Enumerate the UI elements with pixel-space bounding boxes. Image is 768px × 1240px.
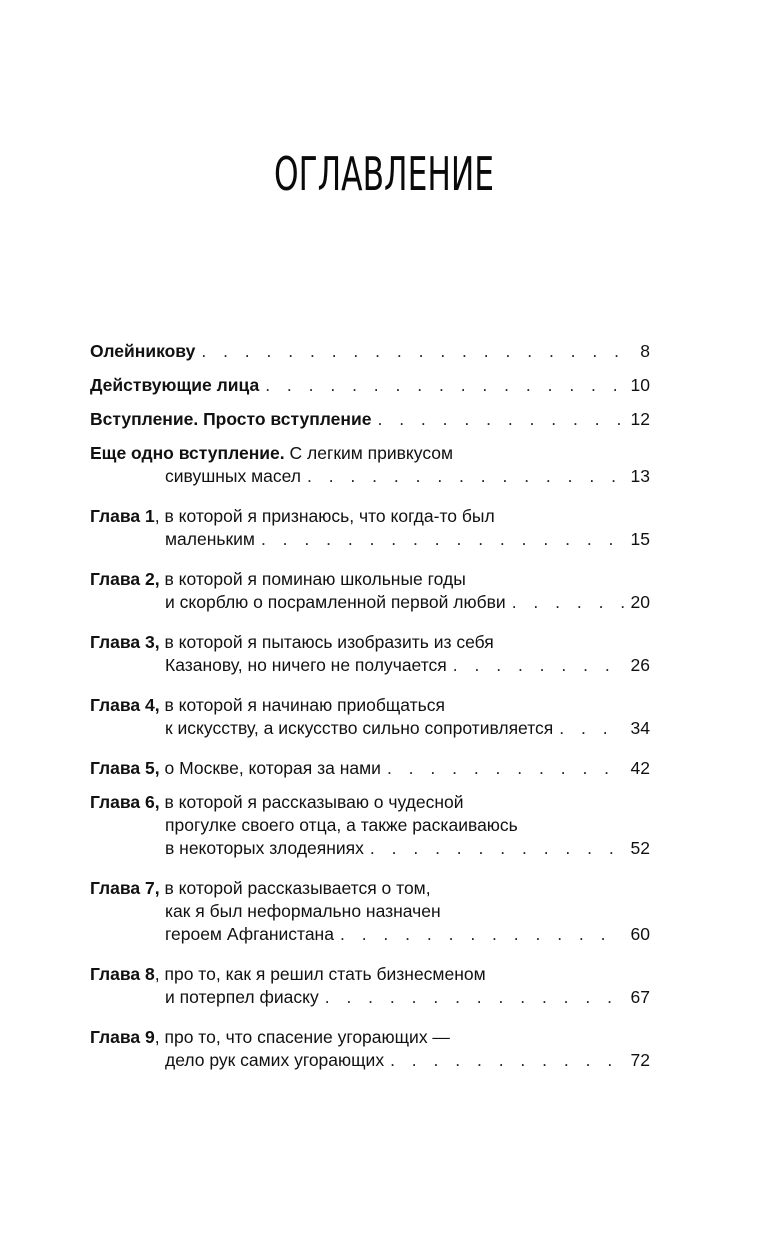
toc-entry[interactable]: [90, 1026, 650, 1072]
toc-entry-line: [90, 568, 650, 591]
toc-entry-line: [90, 442, 650, 465]
toc-entry-line: [90, 923, 650, 946]
toc-entry[interactable]: [90, 877, 650, 946]
toc-entry-subtitle: к искусству, а искусство сильно сопротивляется: [165, 718, 554, 738]
toc-page-number: 8: [640, 341, 650, 361]
toc-entry[interactable]: [90, 442, 650, 488]
toc-page-number: 20: [630, 592, 650, 612]
toc-leader-dots: [325, 986, 624, 1009]
toc-entry-subtitle: в которой я рассказываю о чудесной: [159, 792, 464, 812]
toc-page-number: 13: [630, 466, 650, 486]
toc-entry-line: [90, 374, 650, 397]
toc-entry[interactable]: [90, 505, 650, 551]
toc-entry-heading: Глава 6,: [90, 792, 160, 812]
toc-entry[interactable]: [90, 374, 650, 397]
toc-entry-heading: Еще одно вступление.: [90, 443, 285, 463]
toc-entry[interactable]: [90, 408, 650, 431]
toc-leader-dots: [340, 923, 624, 946]
toc-entry-line: [90, 340, 650, 363]
toc-entry-line: [90, 791, 650, 814]
toc-entry-line: [90, 877, 650, 900]
toc-entry-subtitle: о Москве, которая за нами: [159, 758, 381, 778]
toc-entry[interactable]: [90, 963, 650, 1009]
toc-entry-subtitle: С легким привкусом: [284, 443, 454, 463]
toc-entry-line: [90, 837, 650, 860]
toc-entry-line: [90, 814, 650, 837]
toc-leader-dots: [370, 837, 624, 860]
toc-entry-subtitle: Казанову, но ничего не получается: [165, 655, 447, 675]
toc-entry-subtitle: в которой я начинаю приобщаться: [159, 695, 445, 715]
toc-entry[interactable]: [90, 757, 650, 780]
toc-entry-line: [90, 465, 650, 488]
toc-page-number: 15: [630, 529, 650, 549]
toc-page-number: 34: [630, 718, 650, 738]
toc-entry-line: [90, 717, 650, 740]
toc-entry-heading: Глава 1: [90, 506, 155, 526]
toc-entry-subtitle: маленьким: [165, 529, 255, 549]
toc-entry-line: [90, 694, 650, 717]
toc-entry-subtitle: и скорблю о посрамленной первой любви: [165, 592, 506, 612]
toc-entry-line: [90, 1026, 650, 1049]
toc-entry-heading: Глава 7,: [90, 878, 160, 898]
toc-entry-line: [90, 591, 650, 614]
toc-entry-subtitle: героем Афганистана: [165, 924, 334, 944]
toc-entry[interactable]: [90, 791, 650, 860]
toc-page-number: 67: [630, 987, 650, 1007]
toc-entry-subtitle: в которой рассказывается о том,: [159, 878, 431, 898]
toc-entry-line: [90, 654, 650, 677]
toc-entry-heading: Глава 4,: [90, 695, 160, 715]
toc-entry-subtitle: , про то, как я решил стать бизнесменом: [154, 964, 486, 984]
toc-leader-dots: [377, 408, 624, 431]
toc-entry-line: [90, 1049, 650, 1072]
toc-entry-subtitle: прогулке своего отца, а также раскаиваюсь: [165, 815, 518, 835]
toc-entry[interactable]: [90, 631, 650, 677]
toc-leader-dots: [261, 528, 624, 551]
toc-page-number: 10: [630, 375, 650, 395]
toc-entry-heading: Олейникову: [90, 341, 196, 361]
toc-page-number: 12: [630, 409, 650, 429]
toc-leader-dots: [453, 654, 624, 677]
toc-entry-line: [90, 900, 650, 923]
toc-entry-heading: Глава 9: [90, 1027, 155, 1047]
toc-entry-subtitle: в которой я поминаю школьные годы: [159, 569, 466, 589]
toc-entry-subtitle: в некоторых злодеяниях: [165, 838, 364, 858]
toc-entry-subtitle: в которой я пытаюсь изобразить из себя: [159, 632, 494, 652]
toc-entry-heading: Глава 8: [90, 964, 155, 984]
toc-entry[interactable]: [90, 340, 650, 363]
toc-entry-line: [90, 963, 650, 986]
page-title: ОГЛАВЛЕНИЕ: [273, 147, 495, 201]
toc-leader-dots: [201, 340, 624, 363]
toc-entry-line: [90, 505, 650, 528]
toc-entry-subtitle: сивушных масел: [165, 466, 301, 486]
toc-entry-subtitle: , про то, что спасение угорающих —: [154, 1027, 450, 1047]
toc-entry[interactable]: [90, 568, 650, 614]
toc-entry-subtitle: как я был неформально назначен: [165, 901, 441, 921]
toc-entry-subtitle: и потерпел фиаску: [165, 987, 319, 1007]
toc-entry-line: [90, 757, 650, 780]
toc-page-number: 60: [630, 924, 650, 944]
toc-entry-heading: Действующие лица: [90, 375, 260, 395]
toc-entry-heading: Вступление. Просто вступление: [90, 409, 372, 429]
toc-entry-line: [90, 528, 650, 551]
toc-entry-subtitle: , в которой я признаюсь, что когда-то был: [154, 506, 495, 526]
toc-leader-dots: [559, 717, 624, 740]
toc-entry-subtitle: дело рук самих угорающих: [165, 1050, 385, 1070]
toc-leader-dots: [512, 591, 624, 614]
toc-entry-heading: Глава 3,: [90, 632, 160, 652]
toc-entry-line: [90, 631, 650, 654]
toc-entry-heading: Глава 2,: [90, 569, 160, 589]
toc-page-number: 42: [630, 758, 650, 778]
toc-entry-line: [90, 986, 650, 1009]
toc-leader-dots: [390, 1049, 624, 1072]
toc-page-number: 52: [630, 838, 650, 858]
toc-leader-dots: [307, 465, 624, 488]
toc-entry-line: [90, 408, 650, 431]
toc-entry-heading: Глава 5,: [90, 758, 160, 778]
toc-leader-dots: [265, 374, 624, 397]
toc-leader-dots: [387, 757, 624, 780]
toc-entry[interactable]: [90, 694, 650, 740]
toc-page-number: 72: [630, 1050, 650, 1070]
table-of-contents: [90, 340, 650, 1089]
toc-page-number: 26: [630, 655, 650, 675]
